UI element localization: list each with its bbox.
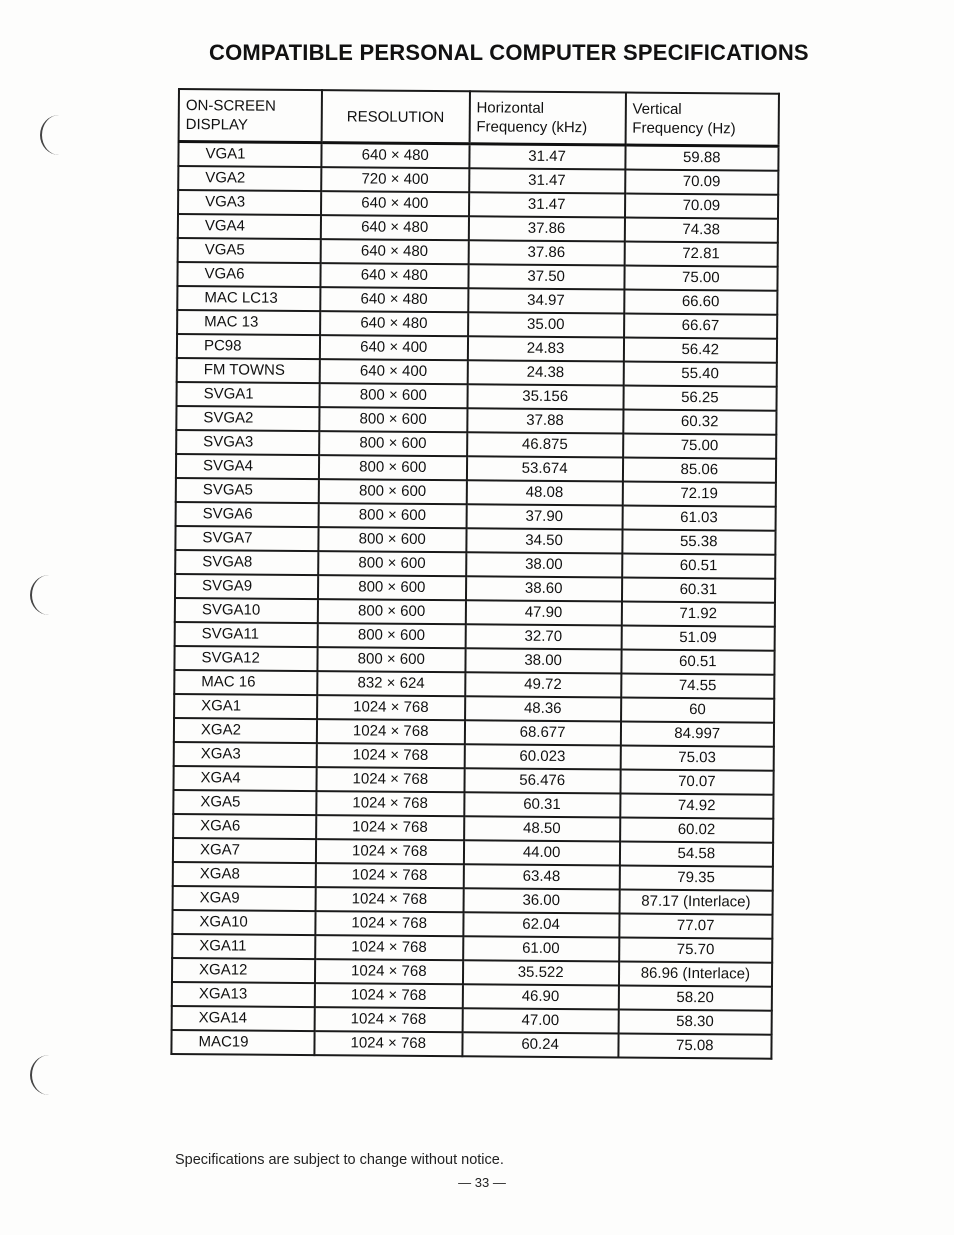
- display-cell: XGA9: [173, 886, 316, 911]
- vertical-frequency-cell: 84.997: [620, 721, 774, 746]
- horizontal-frequency-cell: 37.50: [468, 264, 624, 289]
- horizontal-frequency-cell: 37.86: [468, 240, 624, 265]
- table-row: [171, 1030, 771, 1059]
- vertical-frequency-cell: 60.51: [621, 649, 775, 674]
- horizontal-frequency-cell: 68.677: [465, 720, 621, 745]
- display-cell: XGA5: [173, 790, 316, 815]
- vertical-frequency-cell: 74.55: [621, 673, 775, 698]
- resolution-cell: 640 × 400: [321, 191, 469, 216]
- vertical-frequency-cell: 60.51: [622, 554, 776, 579]
- table-body: [171, 142, 778, 1059]
- binder-hole-mark: [30, 575, 68, 615]
- resolution-cell: 1024 × 768: [314, 1007, 462, 1032]
- resolution-cell: 800 × 600: [318, 599, 466, 624]
- vertical-frequency-cell: 60: [621, 697, 775, 722]
- horizontal-frequency-cell: 24.38: [467, 360, 623, 385]
- resolution-cell: 1024 × 768: [315, 911, 463, 936]
- resolution-cell: 640 × 480: [320, 311, 468, 336]
- resolution-cell: 1024 × 768: [315, 935, 463, 960]
- table-header-row: [179, 89, 779, 146]
- vertical-frequency-cell: 56.42: [623, 338, 777, 363]
- specifications-table: [170, 88, 780, 1060]
- display-cell: XGA11: [172, 934, 315, 959]
- display-cell: SVGA5: [176, 478, 319, 503]
- column-header-display: ON-SCREEN DISPLAY: [179, 89, 322, 143]
- display-cell: SVGA8: [175, 550, 318, 575]
- vertical-frequency-cell: 72.81: [624, 242, 778, 267]
- vertical-frequency-cell: 55.40: [623, 362, 777, 387]
- horizontal-frequency-cell: 49.72: [465, 672, 621, 697]
- vertical-frequency-cell: 66.60: [624, 290, 778, 315]
- binder-hole-mark: [30, 1055, 68, 1095]
- display-cell: SVGA2: [176, 406, 319, 431]
- horizontal-frequency-cell: 46.90: [462, 984, 618, 1009]
- horizontal-frequency-cell: 37.88: [467, 408, 623, 433]
- horizontal-frequency-cell: 61.00: [463, 936, 619, 961]
- vertical-frequency-cell: 70.07: [620, 769, 774, 794]
- horizontal-frequency-cell: 47.00: [462, 1008, 618, 1033]
- horizontal-frequency-cell: 46.875: [467, 432, 623, 457]
- horizontal-frequency-cell: 63.48: [463, 864, 619, 889]
- vertical-frequency-cell: 75.00: [624, 266, 778, 291]
- horizontal-frequency-cell: 48.36: [465, 696, 621, 721]
- vertical-frequency-cell: 74.92: [620, 793, 774, 818]
- resolution-cell: 640 × 480: [320, 263, 468, 288]
- display-cell: XGA3: [174, 742, 317, 767]
- resolution-cell: 1024 × 768: [317, 743, 465, 768]
- resolution-cell: 640 × 480: [321, 215, 469, 240]
- column-header-horizontal-frequency: Horizontal Frequency (kHz): [469, 91, 625, 145]
- resolution-cell: 800 × 600: [319, 455, 467, 480]
- horizontal-frequency-cell: 31.47: [469, 168, 625, 193]
- horizontal-frequency-cell: 37.86: [468, 216, 624, 241]
- vertical-frequency-cell: 51.09: [621, 625, 775, 650]
- resolution-cell: 1024 × 768: [314, 1031, 462, 1056]
- display-cell: XGA14: [172, 1006, 315, 1031]
- display-cell: XGA4: [173, 766, 316, 791]
- horizontal-frequency-cell: 36.00: [463, 888, 619, 913]
- resolution-cell: 640 × 480: [321, 143, 469, 169]
- display-cell: MAC 16: [174, 670, 317, 695]
- resolution-cell: 640 × 400: [320, 335, 468, 360]
- display-cell: XGA2: [174, 718, 317, 743]
- horizontal-frequency-cell: 31.47: [469, 192, 625, 217]
- vertical-frequency-cell: 60.02: [620, 817, 774, 842]
- resolution-cell: 800 × 600: [319, 479, 467, 504]
- horizontal-frequency-cell: 35.522: [463, 960, 619, 985]
- resolution-cell: 1024 × 768: [315, 959, 463, 984]
- resolution-cell: 832 × 624: [317, 671, 465, 696]
- resolution-cell: 1024 × 768: [316, 839, 464, 864]
- footnote: Specifications are subject to change without notice.: [175, 1152, 504, 1168]
- horizontal-frequency-cell: 32.70: [465, 624, 621, 649]
- horizontal-frequency-cell: 24.83: [468, 336, 624, 361]
- display-cell: MAC LC13: [177, 286, 320, 311]
- resolution-cell: 720 × 400: [321, 167, 469, 192]
- page-number: — 33 —: [458, 1175, 506, 1190]
- display-cell: VGA1: [178, 142, 321, 168]
- display-cell: VGA3: [178, 190, 321, 215]
- binder-hole-mark: [40, 115, 78, 155]
- horizontal-frequency-cell: 47.90: [465, 600, 621, 625]
- resolution-cell: 1024 × 768: [317, 719, 465, 744]
- resolution-cell: 1024 × 768: [317, 695, 465, 720]
- display-cell: SVGA11: [175, 622, 318, 647]
- page-title: COMPATIBLE PERSONAL COMPUTER SPECIFICATIONS: [209, 40, 809, 65]
- horizontal-frequency-cell: 35.156: [467, 384, 623, 409]
- display-cell: SVGA10: [175, 598, 318, 623]
- horizontal-frequency-cell: 31.47: [469, 144, 625, 170]
- horizontal-frequency-cell: 44.00: [464, 840, 620, 865]
- resolution-cell: 640 × 480: [321, 239, 469, 264]
- horizontal-frequency-cell: 53.674: [467, 456, 623, 481]
- display-cell: SVGA6: [176, 502, 319, 527]
- resolution-cell: 800 × 600: [317, 647, 465, 672]
- vertical-frequency-cell: 58.30: [618, 1009, 772, 1034]
- vertical-frequency-cell: 60.32: [623, 410, 777, 435]
- vertical-frequency-cell: 79.35: [619, 865, 773, 890]
- vertical-frequency-cell: 72.19: [622, 482, 776, 507]
- display-cell: XGA1: [174, 694, 317, 719]
- resolution-cell: 1024 × 768: [315, 887, 463, 912]
- horizontal-frequency-cell: 60.24: [462, 1032, 618, 1057]
- horizontal-frequency-cell: 62.04: [463, 912, 619, 937]
- display-cell: XGA13: [172, 982, 315, 1007]
- horizontal-frequency-cell: 48.08: [466, 480, 622, 505]
- horizontal-frequency-cell: 38.60: [466, 576, 622, 601]
- horizontal-frequency-cell: 34.97: [468, 288, 624, 313]
- display-cell: MAC 13: [177, 310, 320, 335]
- horizontal-frequency-cell: 38.00: [465, 648, 621, 673]
- vertical-frequency-cell: 59.88: [625, 145, 779, 171]
- vertical-frequency-cell: 75.03: [620, 745, 774, 770]
- vertical-frequency-cell: 86.96 (Interlace): [619, 961, 773, 986]
- display-cell: VGA2: [178, 166, 321, 191]
- vertical-frequency-cell: 74.38: [624, 218, 778, 243]
- vertical-frequency-cell: 71.92: [621, 601, 775, 626]
- column-header-vertical-frequency: Vertical Frequency (Hz): [625, 93, 779, 147]
- display-cell: XGA12: [172, 958, 315, 983]
- vertical-frequency-cell: 55.38: [622, 530, 776, 555]
- horizontal-frequency-cell: 34.50: [466, 528, 622, 553]
- resolution-cell: 640 × 400: [320, 359, 468, 384]
- resolution-cell: 800 × 600: [319, 431, 467, 456]
- horizontal-frequency-cell: 38.00: [466, 552, 622, 577]
- vertical-frequency-cell: 70.09: [625, 170, 779, 195]
- vertical-frequency-cell: 58.20: [618, 985, 772, 1010]
- vertical-frequency-cell: 75.70: [619, 937, 773, 962]
- display-cell: SVGA3: [176, 430, 319, 455]
- resolution-cell: 800 × 600: [318, 551, 466, 576]
- horizontal-frequency-cell: 48.50: [464, 816, 620, 841]
- resolution-cell: 800 × 600: [318, 503, 466, 528]
- display-cell: SVGA4: [176, 454, 319, 479]
- vertical-frequency-cell: 85.06: [623, 458, 777, 483]
- resolution-cell: 640 × 480: [320, 287, 468, 312]
- resolution-cell: 1024 × 768: [316, 863, 464, 888]
- display-cell: SVGA12: [174, 646, 317, 671]
- display-cell: XGA7: [173, 838, 316, 863]
- resolution-cell: 800 × 600: [319, 407, 467, 432]
- vertical-frequency-cell: 75.08: [618, 1033, 772, 1058]
- display-cell: XGA8: [173, 862, 316, 887]
- resolution-cell: 1024 × 768: [316, 767, 464, 792]
- resolution-cell: 800 × 600: [318, 527, 466, 552]
- vertical-frequency-cell: 70.09: [625, 194, 779, 219]
- resolution-cell: 800 × 600: [317, 623, 465, 648]
- display-cell: XGA6: [173, 814, 316, 839]
- resolution-cell: 800 × 600: [319, 383, 467, 408]
- display-cell: SVGA9: [175, 574, 318, 599]
- horizontal-frequency-cell: 60.31: [464, 792, 620, 817]
- resolution-cell: 1024 × 768: [315, 983, 463, 1008]
- display-cell: VGA5: [178, 238, 321, 263]
- display-cell: SVGA1: [177, 382, 320, 407]
- vertical-frequency-cell: 75.00: [623, 434, 777, 459]
- horizontal-frequency-cell: 35.00: [468, 312, 624, 337]
- vertical-frequency-cell: 54.58: [620, 841, 774, 866]
- vertical-frequency-cell: 66.67: [624, 314, 778, 339]
- display-cell: XGA10: [172, 910, 315, 935]
- display-cell: FM TOWNS: [177, 358, 320, 383]
- display-cell: MAC19: [171, 1030, 314, 1055]
- column-header-resolution: RESOLUTION: [321, 90, 469, 144]
- horizontal-frequency-cell: 37.90: [466, 504, 622, 529]
- resolution-cell: 1024 × 768: [316, 791, 464, 816]
- display-cell: SVGA7: [175, 526, 318, 551]
- horizontal-frequency-cell: 56.476: [464, 768, 620, 793]
- resolution-cell: 1024 × 768: [316, 815, 464, 840]
- display-cell: VGA4: [178, 214, 321, 239]
- display-cell: VGA6: [177, 262, 320, 287]
- vertical-frequency-cell: 77.07: [619, 913, 773, 938]
- vertical-frequency-cell: 56.25: [623, 386, 777, 411]
- horizontal-frequency-cell: 60.023: [464, 744, 620, 769]
- vertical-frequency-cell: 87.17 (Interlace): [619, 889, 773, 914]
- display-cell: PC98: [177, 334, 320, 359]
- vertical-frequency-cell: 60.31: [622, 578, 776, 603]
- resolution-cell: 800 × 600: [318, 575, 466, 600]
- vertical-frequency-cell: 61.03: [622, 506, 776, 531]
